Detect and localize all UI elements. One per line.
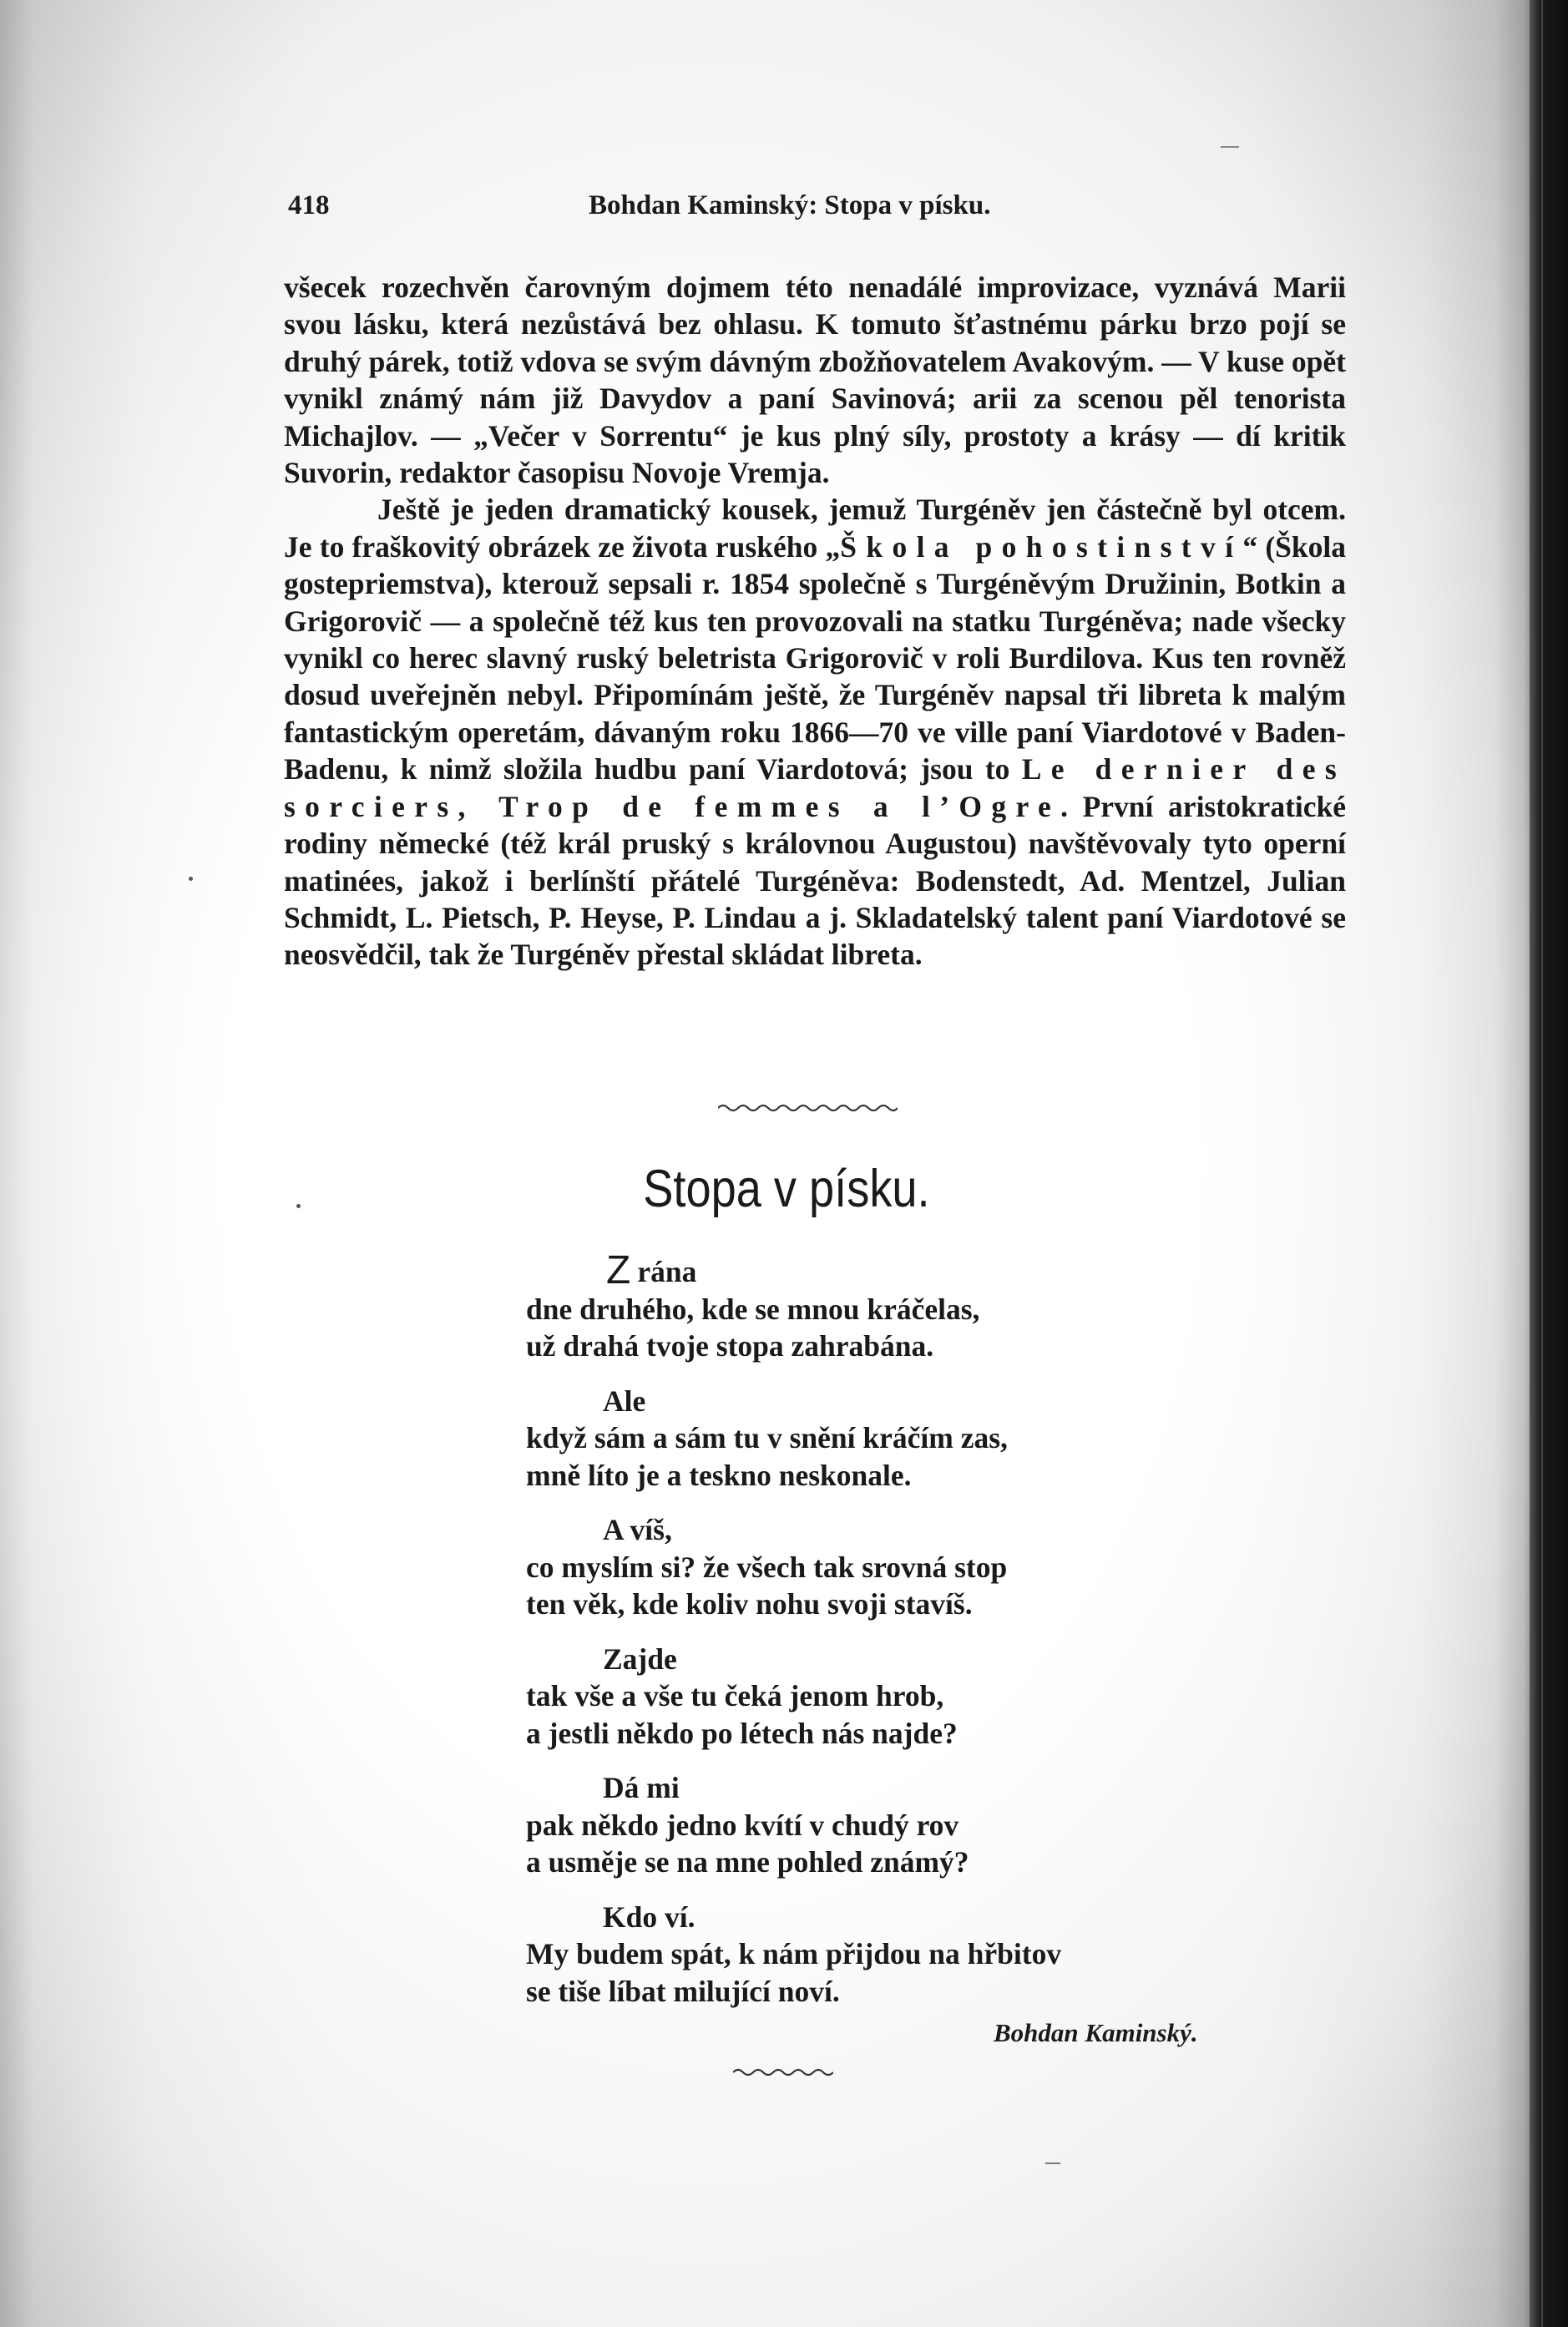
poem-line: Kdo ví. — [603, 1900, 695, 1934]
poem-stanza — [526, 1641, 1277, 1753]
poem-line-text: rána — [637, 1255, 697, 1288]
prose-text: “ (Škola gostepriemstva), kterouž sepsali r. 1854 společně s Turgéněvým Družinin, Botkin a Grigorovič — a společně též kus ten provozovali na statku Turgéněva; nade všecky vynikl co herec slavný ruský beletrista Grigorovič v roli Burdilova. Kus ten rovněž dosud uveřejněn nebyl. Připomínám ještě, že Turgéněv napsal tři libreta k malým fantastickým operetám, dávaným roku 1866—70 ve ville paní Viardotové v Baden-Badenu, k nimž složila hudbu paní Viardotová; jsou to — [284, 529, 1347, 787]
running-header — [288, 190, 1348, 227]
poem-line — [526, 1248, 1277, 1292]
prose-paragraph: všecek rozechvěn čarovným dojmem této nenadálé improvizace, vyznává Marii svou lásku, která nezůstává bez ohlasu. K tomuto šťastnému párku brzo pojí se druhý párek, totiž vdova se svým dávným zbožňovatelem Avakovým. — V kuse opět vynikl známý nám již Davydov a paní Savinová; arii za scenou pěl tenorista Michajlov. — „Večer v Sorrentu“ je kus plný síly, prostoty a krásy — dí kritik Suvorin, redaktor časopisu Novoje Vremja. — [284, 271, 1346, 490]
section-ornament — [718, 1100, 898, 1115]
closing-ornament — [733, 2065, 833, 2080]
poem-line: se tiše líbat milující noví. — [526, 1974, 840, 2008]
poem-line: co myslím si? že všech tak srovná stop — [526, 1550, 1008, 1584]
poem — [526, 1248, 1277, 2027]
page-number: 418 — [288, 190, 330, 220]
poem-stanza — [526, 1899, 1277, 2011]
poem-line: Zajde — [603, 1642, 677, 1676]
poem-line: Dá mi — [603, 1771, 680, 1804]
poem-line: když sám a sám tu v snění kráčím zas, — [526, 1421, 1008, 1454]
running-title: Bohdan Kaminský: Stopa v písku. — [589, 190, 991, 220]
poem-stanza — [526, 1383, 1277, 1495]
prose-body — [284, 269, 1346, 974]
poem-line: ten věk, kde koliv nohu svoji stavíš. — [526, 1587, 973, 1621]
poem-line: už drahá tvoje stopa zahrabána. — [526, 1329, 934, 1363]
drop-cap: Z — [606, 1248, 631, 1292]
poem-stanza — [526, 1769, 1277, 1881]
poem-line: a jestli někdo po létech nás najde? — [526, 1716, 958, 1750]
poem-line: My budem spát, k nám přijdou na hřbitov — [526, 1937, 1062, 1970]
poem-line: Ale — [603, 1384, 646, 1418]
spaced-title: Le dernier des sorciers, Trop de femmes a l’Ogre — [284, 752, 1346, 823]
poem-line: A víš, — [603, 1513, 672, 1546]
poem-signature: Bohdan Kaminský. — [994, 2018, 1198, 2047]
poem-title: Stopa v písku. — [643, 1160, 930, 1218]
poem-line: pak někdo jedno kvítí v chudý rov — [526, 1808, 959, 1842]
poem-line: mně líto je a teskno neskonale. — [526, 1458, 912, 1492]
poem-stanza — [526, 1511, 1277, 1623]
prose-text: . První aristokratické rodiny německé (též král pruský s královnou Augustou) navštěvovaly tyto operní matinées, jakož i berlínští přátelé Turgéněva: Bodenstedt, Ad. Mentzel, Julian Schmidt, L. Pietsch, P. Heyse, P. Lindau a j. Skladatelský talent paní Viardotové se neosvědčil, tak že Turgéněv přestal skládat libreta. — [284, 789, 1347, 972]
spaced-title: Škola pohostinství — [840, 529, 1243, 564]
poem-line: a usměje se na mne pohled známý? — [526, 1845, 969, 1879]
poem-line: dne druhého, kde se mnou kráčelas, — [526, 1292, 980, 1326]
prose-text: Ještě je jeden dramatický kousek, jemuž Turgéněv jen částečně byl otcem. Je to fraškovitý obrázek ze života ruského „ — [284, 493, 1346, 564]
prose-paragraph — [284, 491, 1346, 973]
poem-line: tak vše a vše tu čeká jenom hrob, — [526, 1679, 944, 1712]
poem-stanza — [526, 1248, 1277, 1365]
